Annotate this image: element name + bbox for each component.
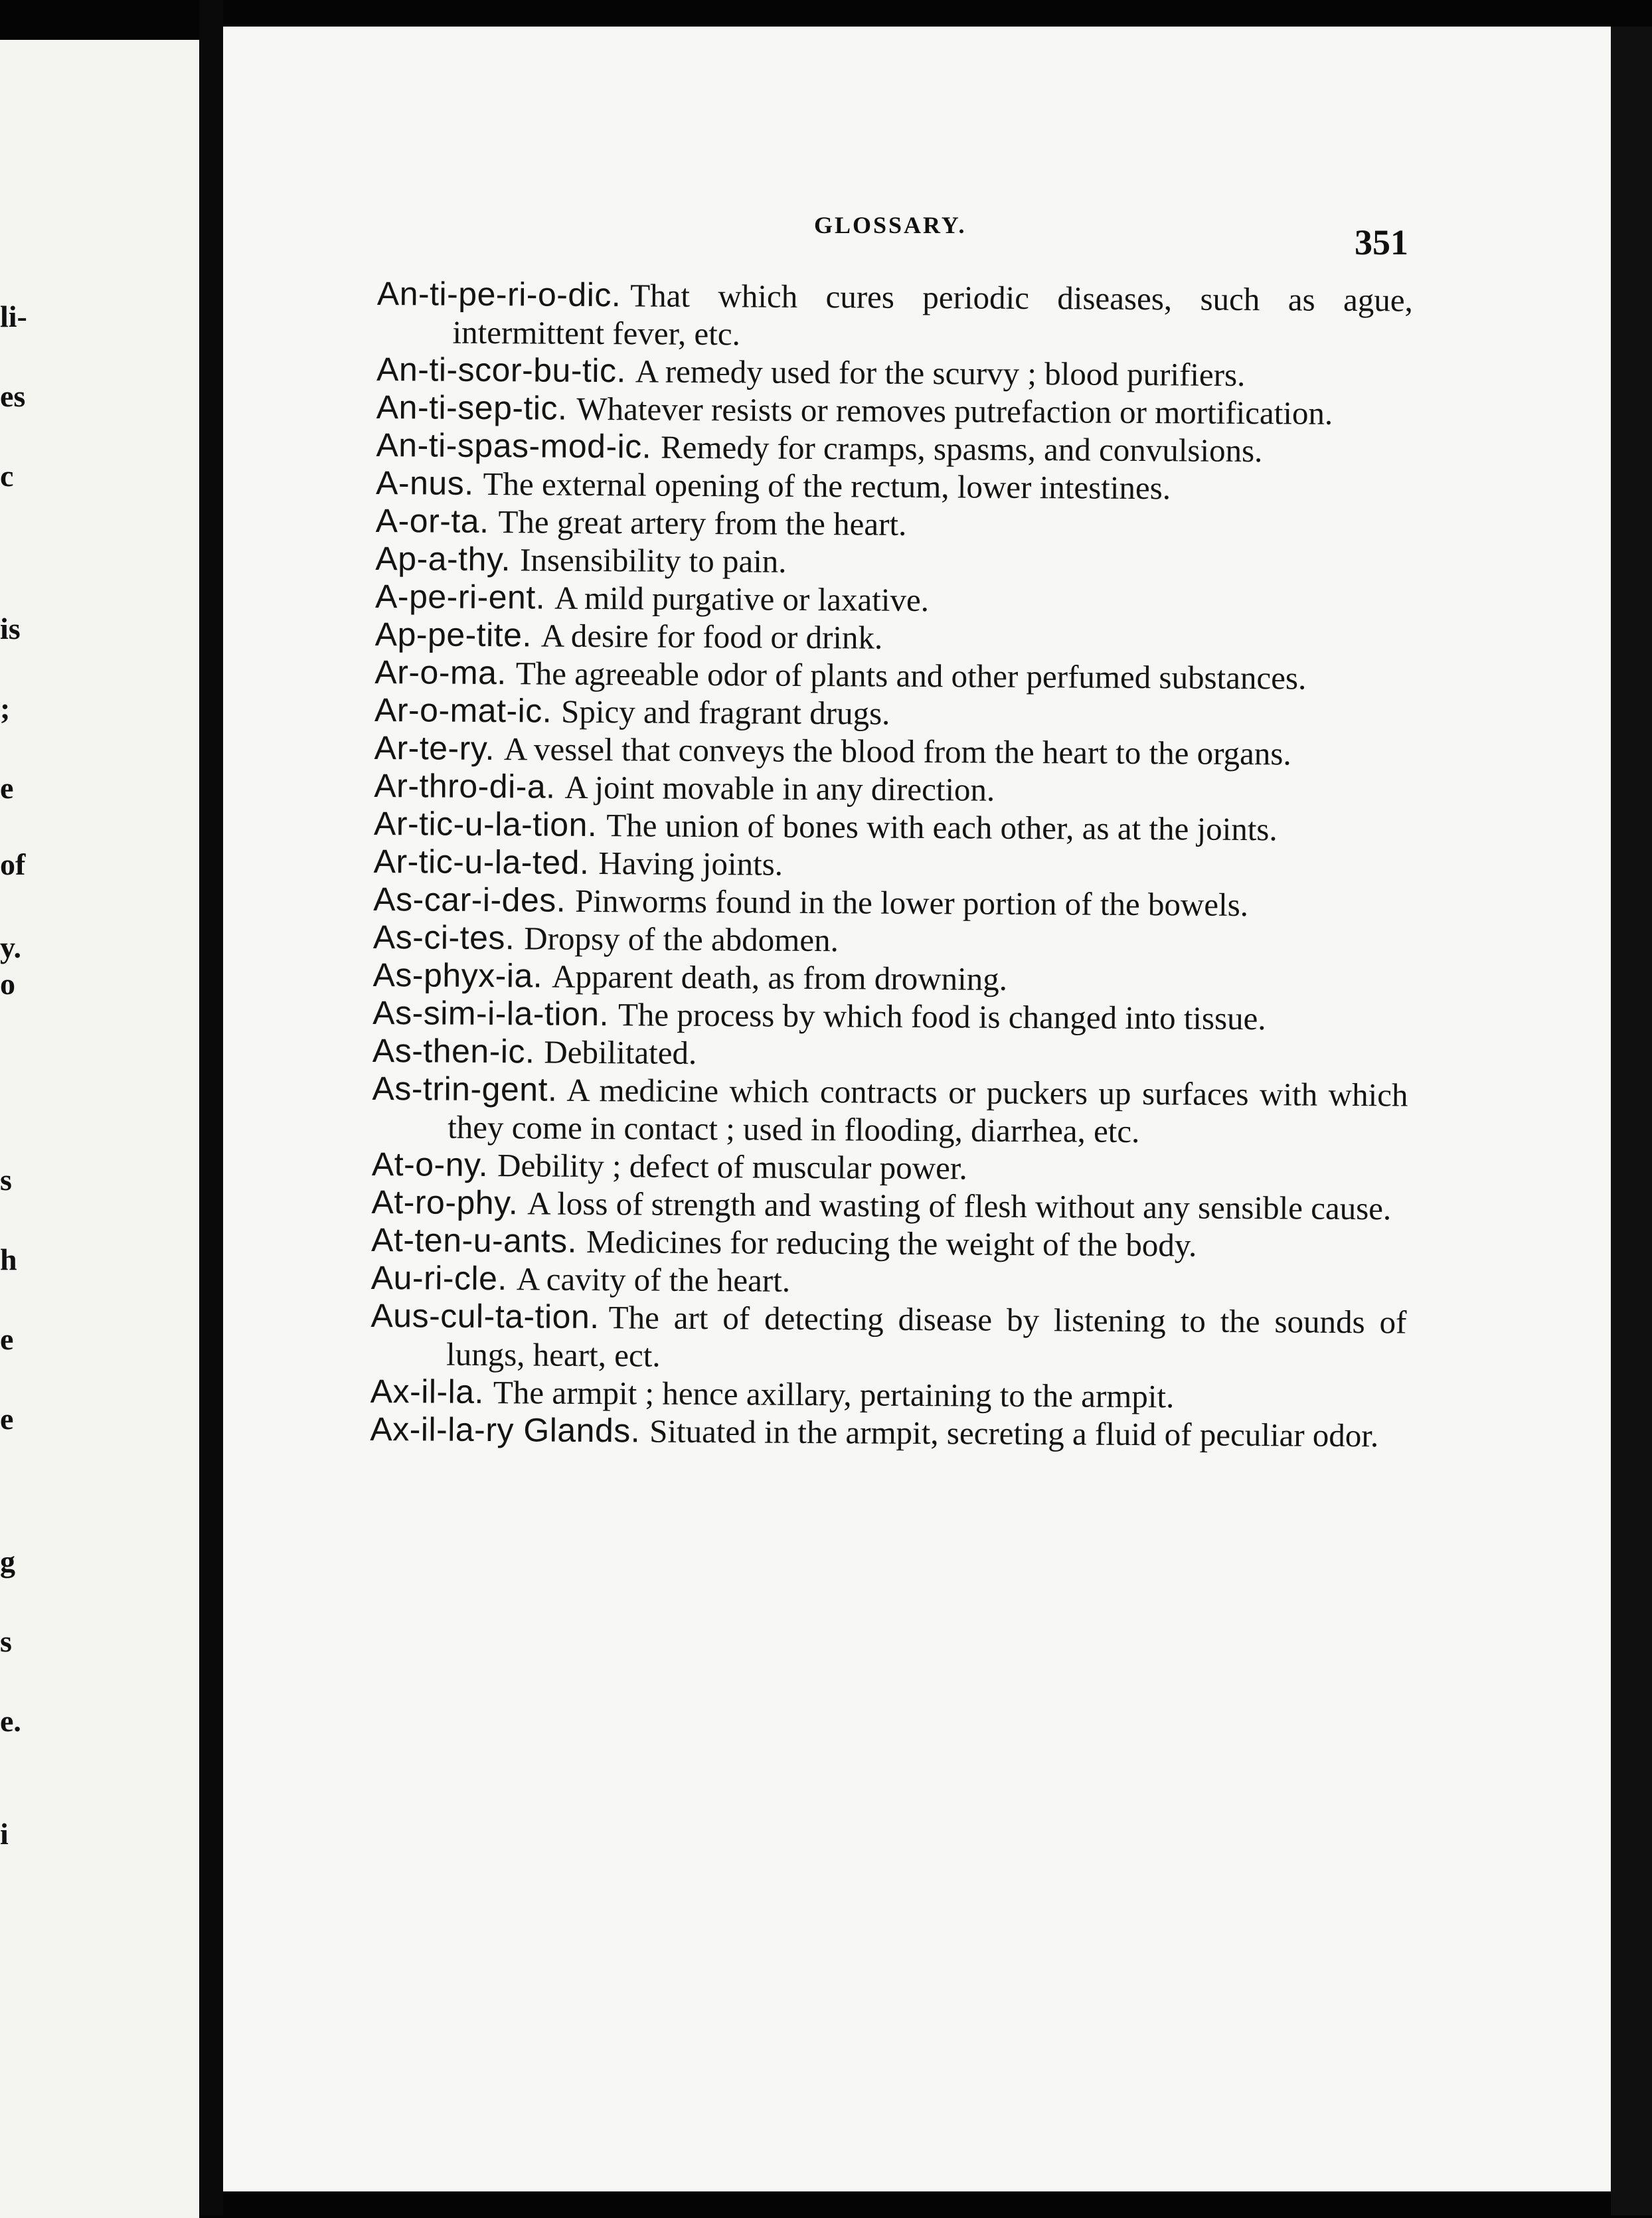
glossary-term: Ar-te-ry. [374,728,495,768]
glossary-term: Ap-a-thy. [375,539,511,578]
glossary-definition: That which cures periodic diseases, such as ague, intermittent fever, etc. [452,277,1413,353]
previous-page-fragment: s [0,1624,12,1658]
previous-page-edge [0,40,199,2218]
glossary-term: Ax-il-la. [370,1372,485,1411]
previous-page-fragment: c [0,459,14,493]
glossary-entry [372,956,1408,1001]
glossary-entry [371,1259,1407,1304]
previous-page-fragment: h [0,1242,17,1276]
glossary-definition: Remedy for cramps, spasms, and convulsions. [660,428,1263,469]
glossary-definition: Debility ; defect of muscular power. [497,1147,967,1187]
previous-page-fragment: ; [0,691,11,725]
glossary-term: A-or-ta. [375,501,489,541]
glossary-entry [374,653,1410,698]
glossary-definition: Debilitated. [544,1033,697,1071]
glossary-entry [371,1221,1407,1266]
glossary-term: At-ro-phy. [371,1183,519,1222]
previous-page-fragment: o [0,967,15,1001]
previous-page-fragment: e [0,1322,14,1356]
glossary-definition: A vessel that conveys the blood from the heart to the organs. [503,730,1291,772]
glossary-definition: Situated in the armpit, secreting a fluid of peculiar odor. [649,1412,1379,1454]
glossary-term: As-sim-i-la-tion. [372,993,610,1033]
glossary-definition: Apparent death, as from drowning. [551,958,1008,997]
page-edge-shadow [1611,27,1652,2215]
glossary-entry [373,843,1409,887]
glossary-entry [375,616,1411,660]
page-number: 351 [1355,222,1408,262]
glossary-entry [376,464,1412,509]
glossary-definition: The external opening of the rectum, lower intestines. [483,465,1171,507]
previous-page-fragment: e. [0,1704,21,1738]
glossary-term: An-ti-spas-mod-ic. [376,426,652,466]
previous-page-fragment: i [0,1817,9,1851]
glossary-term: Ar-tic-u-la-tion. [373,804,598,844]
glossary-definition: Having joints. [598,845,784,883]
glossary-term: A-pe-ri-ent. [374,577,546,616]
glossary-definition: A remedy used for the scurvy ; blood purifiers. [635,353,1246,393]
glossary-term: An-ti-sep-tic. [376,388,568,427]
glossary-term: Ar-o-ma. [374,653,507,692]
glossary-entry [375,578,1411,622]
glossary-entry [370,1410,1406,1455]
glossary-definition: A desire for food or drink. [540,617,883,656]
glossary-term: An-ti-scor-bu-tic. [376,350,627,390]
glossary-entry [373,881,1409,925]
glossary-term: Ar-tic-u-la-ted. [373,842,590,881]
glossary-definition: A cavity of the heart. [516,1260,791,1299]
glossary-definition: A joint movable in any direction. [564,768,995,808]
glossary-definition: Medicines for reducing the weight of the body. [586,1223,1197,1264]
glossary-entry [374,767,1410,811]
glossary-definition: A loss of strength and wasting of flesh without any sensible cause. [527,1185,1392,1227]
glossary-entry [376,351,1412,395]
previous-page-fragment: e [0,1402,14,1436]
glossary-definition: Spicy and fragrant drugs. [560,693,890,732]
previous-page-fragment: y. [0,930,21,964]
glossary-entry [376,388,1412,433]
glossary-entry [374,805,1410,849]
glossary-entry [371,1373,1406,1417]
glossary-term: As-then-ic. [372,1031,535,1070]
glossary-entry [372,994,1408,1039]
glossary-entry [372,1146,1408,1190]
glossary-definition: The art of detecting disease by listening to the sounds of lungs, heart, ect. [446,1299,1407,1374]
glossary-entry [374,729,1410,774]
previous-page-fragment: is [0,612,21,645]
glossary-term: A-nus. [375,464,474,502]
book-gutter [199,0,223,2215]
previous-page-fragment: li- [0,299,27,333]
previous-page-fragment: e [0,771,14,805]
glossary-definition: The armpit ; hence axillary, pertaining to the armpit. [493,1374,1175,1415]
glossary-term: An-ti-pe-ri-o-dic. [376,275,621,314]
previous-page-fragment: es [0,379,26,413]
glossary-entry [373,918,1409,963]
glossary-term: At-o-ny. [371,1145,489,1184]
glossary-term: Ar-o-mat-ic. [374,691,552,730]
glossary-entry [376,275,1413,357]
glossary-definition: A medicine which contracts or puckers up surfaces with which they come in contact ; used in flooding, diarrhea, etc. [447,1071,1408,1150]
glossary-definition: Insensibility to pain. [519,541,787,580]
glossary-term: As-car-i-des. [373,880,566,919]
glossary-definition: The process by which food is changed into tissue. [618,996,1266,1037]
glossary-entry [372,1070,1408,1152]
glossary-definition: The great artery from the heart. [498,503,907,543]
glossary-definition: Pinworms found in the lower portion of the bowels. [574,882,1249,924]
glossary-definition: Whatever resists or removes putrefaction or mortification. [576,390,1333,432]
glossary-term: Aus-cul-ta-tion. [371,1296,600,1336]
glossary-entry [376,426,1412,471]
glossary-term: As-trin-gent. [372,1069,558,1108]
glossary-entry [374,691,1410,736]
previous-page-fragment: of [0,847,26,881]
glossary-term: At-ten-u-ants. [371,1221,578,1260]
glossary-entry [376,502,1412,547]
glossary-list [370,275,1413,1454]
previous-page-fragment: g [0,1545,15,1578]
glossary-definition: A mild purgative or laxative. [554,579,930,619]
glossary-definition: The union of bones with each other, as at the joints. [606,807,1278,848]
glossary-term: Ax-il-la-ry Glands. [370,1410,641,1450]
glossary-definition: Dropsy of the abdomen. [524,920,839,959]
glossary-entry [372,1032,1408,1076]
glossary-entry [371,1297,1407,1379]
glossary-definition: The agreeable odor of plants and other perfumed substances. [515,655,1307,697]
running-header-title: GLOSSARY. [814,212,967,238]
glossary-term: Au-ri-cle. [371,1258,507,1298]
glossary-term: As-ci-tes. [372,918,515,957]
previous-page-fragment: s [0,1163,12,1197]
glossary-entry [371,1183,1407,1228]
glossary-term: Ar-thro-di-a. [374,766,556,806]
glossary-term: Ap-pe-tite. [374,615,533,654]
glossary-entry [375,540,1411,584]
glossary-term: As-phyx-ia. [372,956,543,995]
